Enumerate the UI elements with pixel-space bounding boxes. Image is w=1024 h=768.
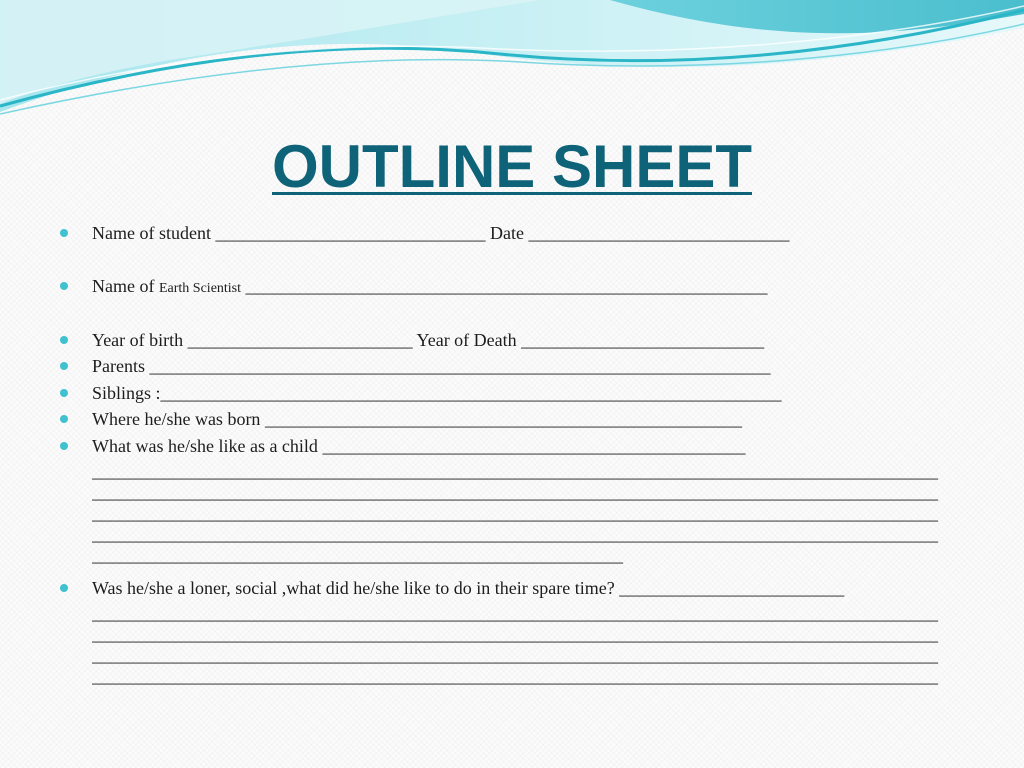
siblings-label: Siblings : <box>92 383 161 403</box>
born-line <box>92 407 742 431</box>
spare-label: Was he/she a loner, social ,what did he/she like to do in their spare time? <box>92 578 615 598</box>
born-blank[interactable]: _____________________________________________________ <box>264 409 742 429</box>
parents-label: Parents <box>92 356 145 376</box>
scientist-label: Name of <box>92 276 155 296</box>
answer-line[interactable]: ______________________________________________________________________________________________ <box>92 524 938 544</box>
answer-line[interactable] <box>92 461 960 481</box>
death-blank[interactable]: ___________________________ <box>521 330 765 350</box>
bullet-icon <box>60 229 68 237</box>
child-label: What was he/she like as a child <box>92 436 318 456</box>
student-blank[interactable]: ______________________________ <box>215 223 486 243</box>
born-label: Where he/she was born <box>92 409 261 429</box>
student-label: Name of student <box>92 223 211 243</box>
answer-line-text: ______________________________________________________________________________________________ <box>92 461 938 481</box>
death-label: Year of Death <box>416 330 517 350</box>
bullet-icon <box>60 282 68 290</box>
parents-blank[interactable]: _____________________________________________________________________ <box>149 356 771 376</box>
answer-line[interactable]: ___________________________________________________________ <box>92 545 623 565</box>
answer-line[interactable]: ______________________________________________________________________________________________ <box>92 503 938 523</box>
spare-time-line <box>92 576 844 600</box>
date-label: Date <box>489 223 524 243</box>
bullet-icon <box>60 362 68 370</box>
bullet-icon <box>60 415 68 423</box>
scientist-blank[interactable]: __________________________________________________________ <box>245 276 768 296</box>
answer-line[interactable]: ______________________________________________________________________________________________ <box>92 645 938 665</box>
parents-line <box>92 354 771 378</box>
bullet-icon <box>60 389 68 397</box>
birth-blank[interactable]: _________________________ <box>187 330 413 350</box>
birth-label: Year of birth <box>92 330 184 350</box>
date-blank[interactable]: _____________________________ <box>528 223 790 243</box>
birth-death-line <box>92 328 764 352</box>
page-title: OUTLINE SHEET <box>271 133 753 200</box>
spare-blank[interactable]: _________________________ <box>619 578 845 598</box>
answer-line-text: ______________________________________________________________________________________________ <box>92 603 938 623</box>
answer-line[interactable]: ______________________________________________________________________________________________ <box>92 624 938 644</box>
siblings-blank[interactable]: _____________________________________________________________________ <box>160 383 782 403</box>
bullet-icon <box>60 336 68 344</box>
answer-line[interactable]: ______________________________________________________________________________________________ <box>92 482 938 502</box>
header-wave-decoration <box>0 0 1024 130</box>
student-date-line <box>92 221 789 245</box>
answer-line[interactable] <box>92 603 960 623</box>
bullet-icon <box>60 584 68 592</box>
answer-line[interactable]: ______________________________________________________________________________________________ <box>92 666 938 686</box>
bullet-icon <box>60 442 68 450</box>
child-blank[interactable]: _______________________________________________ <box>322 436 746 456</box>
siblings-line <box>92 381 782 405</box>
child-line <box>92 434 745 458</box>
scientist-label-small: Earth Scientist <box>158 281 242 296</box>
scientist-line <box>92 274 768 298</box>
